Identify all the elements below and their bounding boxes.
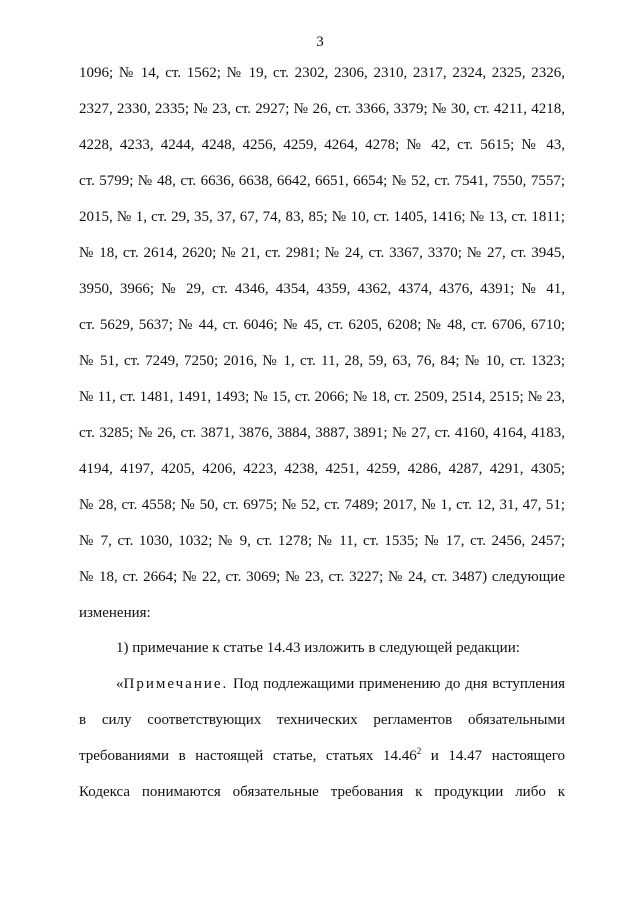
note-text: требованиями в настоящей статье, статьях 14.46 (79, 748, 417, 764)
page-number: 3 (316, 34, 324, 50)
text-line: изменения: (79, 605, 151, 621)
text-line: № 11, ст. 1481, 1491, 1493; № 15, ст. 2066; № 18, ст. 2509, 2514, 2515; № 23, (79, 389, 565, 405)
note-line: в силу соответствующих технических регламентов обязательными (79, 712, 565, 728)
superscript: 2 (416, 746, 422, 756)
note-line (116, 676, 565, 693)
note-line: Кодекса понимаются обязательные требования к продукции либо к (79, 784, 565, 800)
amendment-item-1: 1) примечание к статье 14.43 изложить в следующей редакции: (116, 640, 520, 656)
text-line: ст. 5799; № 48, ст. 6636, 6638, 6642, 6651, 6654; № 52, ст. 7541, 7550, 7557; (79, 173, 565, 189)
note-text: и 14.47 настоящего (421, 748, 566, 764)
text-line: № 51, ст. 7249, 7250; 2016, № 1, ст. 11, 28, 59, 63, 76, 84; № 10, ст. 1323; (79, 353, 565, 369)
text-line: ст. 5629, 5637; № 44, ст. 6046; № 45, ст. 6205, 6208; № 48, ст. 6706, 6710; (79, 317, 565, 333)
text-line: № 7, ст. 1030, 1032; № 9, ст. 1278; № 11, ст. 1535; № 17, ст. 2456, 2457; (79, 533, 565, 549)
text-line: ст. 3285; № 26, ст. 3871, 3876, 3884, 3887, 3891; № 27, ст. 4160, 4164, 4183, (79, 425, 565, 441)
note-heading: Примечание. (123, 676, 229, 692)
text-line: № 18, ст. 2614, 2620; № 21, ст. 2981; № 24, ст. 3367, 3370; № 27, ст. 3945, (79, 245, 565, 261)
text-line: 4228, 4233, 4244, 4248, 4256, 4259, 4264, 4278; № 42, ст. 5615; № 43, (79, 137, 565, 153)
text-line: 1096; № 14, ст. 1562; № 19, ст. 2302, 2306, 2310, 2317, 2324, 2325, 2326, (79, 65, 565, 81)
note-open-quote: « (116, 676, 124, 692)
note-line (79, 748, 565, 765)
text-line: № 28, ст. 4558; № 50, ст. 6975; № 52, ст. 7489; 2017, № 1, ст. 12, 31, 47, 51; (79, 497, 565, 513)
text-line: 2015, № 1, ст. 29, 35, 37, 67, 74, 83, 85; № 10, ст. 1405, 1416; № 13, ст. 1811; (79, 209, 565, 225)
text-line: 4194, 4197, 4205, 4206, 4223, 4238, 4251, 4259, 4286, 4287, 4291, 4305; (79, 461, 565, 477)
note-text: Под подлежащими применению до дня вступления (228, 676, 565, 692)
text-line: № 18, ст. 2664; № 22, ст. 3069; № 23, ст. 3227; № 24, ст. 3487) следующие (79, 569, 565, 585)
text-line: 3950, 3966; № 29, ст. 4346, 4354, 4359, 4362, 4374, 4376, 4391; № 41, (79, 281, 565, 297)
text-line: 2327, 2330, 2335; № 23, ст. 2927; № 26, ст. 3366, 3379; № 30, ст. 4211, 4218, (79, 101, 565, 117)
